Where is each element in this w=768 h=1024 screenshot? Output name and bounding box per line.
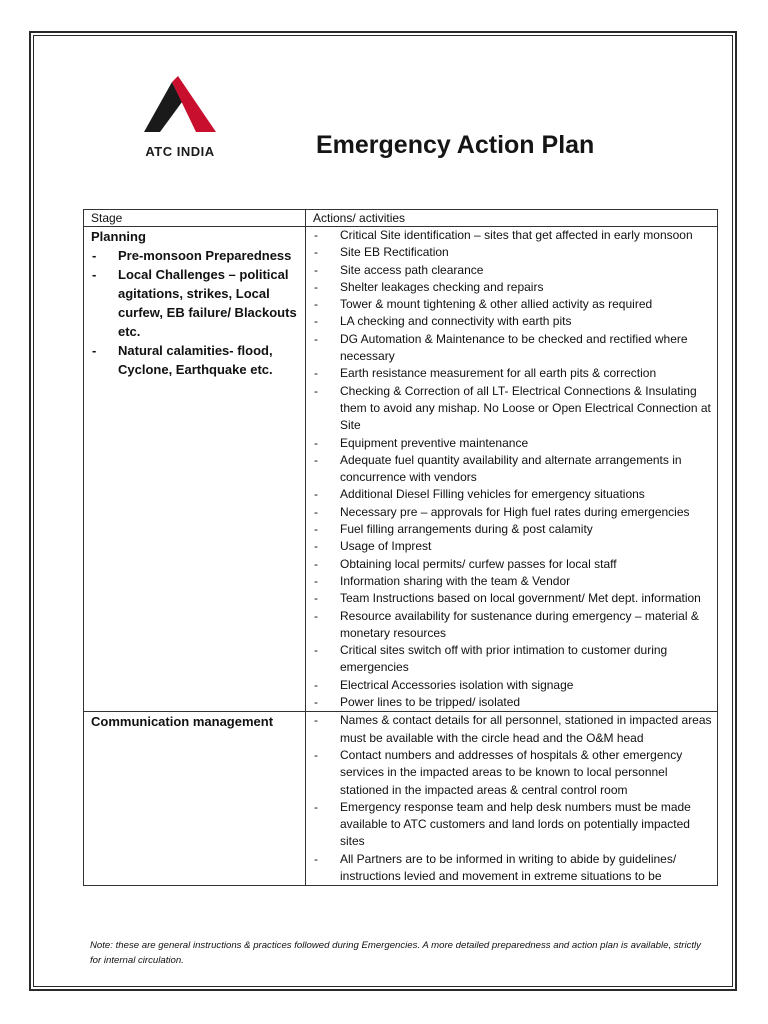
action-item: - Necessary pre – approvals for High fuel rates during emergencies	[313, 504, 713, 521]
header-stage: Stage	[84, 210, 306, 227]
action-item: - LA checking and connectivity with earth pits	[313, 313, 713, 330]
table-row-communication	[84, 712, 718, 886]
footnote	[90, 938, 710, 968]
actions-list-communication	[313, 712, 713, 885]
action-item: - Team Instructions based on local government/ Met dept. information	[313, 590, 713, 607]
action-item: - Additional Diesel Filling vehicles for emergency situations	[313, 486, 713, 503]
action-item: - DG Automation & Maintenance to be checked and rectified where necessary	[313, 331, 713, 366]
action-item: - Usage of Imprest	[313, 538, 713, 555]
action-item: - Equipment preventive maintenance	[313, 435, 713, 452]
stage-cell-planning	[84, 227, 306, 712]
stage-cell-communication	[84, 712, 306, 886]
atc-logo-mark	[144, 76, 218, 134]
stage-title-communication: Communication management	[91, 714, 274, 730]
action-item: - Critical Site identification – sites that get affected in early monsoon	[313, 227, 713, 244]
action-item: - Names & contact details for all personnel, stationed in impacted areas must be available with the circle head and the O&M head	[313, 712, 713, 747]
actions-cell-communication	[306, 712, 718, 886]
stage-item: - Natural calamities- flood, Cyclone, Earthquake etc.	[91, 341, 301, 379]
page-title: Emergency Action Plan	[316, 131, 595, 159]
actions-list-planning	[313, 227, 713, 711]
action-item: - Site EB Rectification	[313, 244, 713, 261]
header-actions: Actions/ activities	[306, 210, 718, 227]
emergency-plan-table	[83, 209, 718, 886]
action-item: - Adequate fuel quantity availability and alternate arrangements in concurrence with vendors	[313, 452, 713, 487]
action-item: - Site access path clearance	[313, 262, 713, 279]
action-item: - Information sharing with the team & Vendor	[313, 573, 713, 590]
action-item: - Shelter leakages checking and repairs	[313, 279, 713, 296]
action-item: - Contact numbers and addresses of hospitals & other emergency services in the impacted areas to be known to local personnel stationed in the impacted areas & central control room	[313, 747, 713, 799]
table-header-row	[84, 210, 718, 227]
action-item: - Resource availability for sustenance during emergency – material & monetary resources	[313, 608, 713, 643]
atc-india-logo	[130, 76, 230, 162]
logo-text: ATC INDIA	[145, 144, 215, 159]
action-item: - Emergency response team and help desk numbers must be made available to ATC customers and land lords on potentially impacted sites	[313, 799, 713, 851]
stage-title-planning: Planning	[91, 229, 146, 244]
actions-cell-planning	[306, 227, 718, 712]
stage-item: - Local Challenges – political agitations, strikes, Local curfew, EB failure/ Blackouts etc.	[91, 265, 301, 341]
stage-items-planning	[91, 246, 301, 379]
table-row-planning	[84, 227, 718, 712]
action-item: - Fuel filling arrangements during & post calamity	[313, 521, 713, 538]
action-item: - Critical sites switch off with prior intimation to customer during emergencies	[313, 642, 713, 677]
note-label: Note:	[90, 940, 113, 951]
action-item: - Obtaining local permits/ curfew passes for local staff	[313, 556, 713, 573]
action-item: - Checking & Correction of all LT- Electrical Connections & Insulating them to avoid any mishap. No Loose or Open Electrical Connection at Site	[313, 383, 713, 435]
action-item: - Electrical Accessories isolation with signage	[313, 677, 713, 694]
action-item: - All Partners are to be informed in writing to abide by guidelines/ instructions levied and movement in extreme situations to be	[313, 851, 713, 886]
action-item: - Tower & mount tightening & other allied activity as required	[313, 296, 713, 313]
stage-item: - Pre-monsoon Preparedness	[91, 246, 301, 265]
action-item: - Power lines to be tripped/ isolated	[313, 694, 713, 711]
action-item: - Earth resistance measurement for all earth pits & correction	[313, 365, 713, 382]
note-text: these are general instructions & practices followed during Emergencies. A more detailed preparedness and action plan is available, strictly for internal circulation.	[90, 940, 701, 966]
